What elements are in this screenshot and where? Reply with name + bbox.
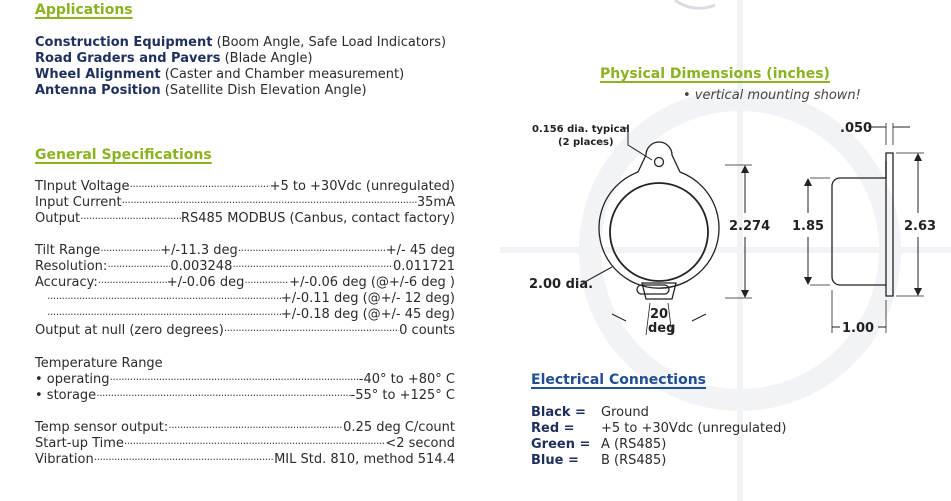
- application-item: Wheel Alignment (Caster and Chamber measurement): [35, 67, 405, 82]
- spec-accuracy-12: ..... +/-0.11 deg (@+/- 12 deg): [35, 291, 455, 307]
- diameter-dimension: 2.00 dia.: [529, 277, 594, 292]
- front-view: [583, 128, 752, 335]
- spec-vibration: Vibration ..... MIL Std. 810, method 514.4: [35, 452, 455, 468]
- application-item: Antenna Position (Satellite Dish Elevation Angle): [35, 83, 367, 98]
- wire-red: Red = +5 to +30Vdc (unregulated): [531, 421, 787, 436]
- applications-heading: Applications: [35, 2, 133, 18]
- height-dimension: 2.274: [729, 219, 771, 234]
- spec-tilt-range: Tilt Range ..... +/-11.3 deg ..... +/- 45 deg: [35, 243, 455, 259]
- flange-dimension: .050: [840, 121, 873, 136]
- spec-temp-operating: • operating ..... -40° to +80° C: [35, 372, 455, 388]
- angle-unit: deg: [648, 321, 676, 336]
- spec-accuracy: Accuracy: ..... +/-0.06 deg ..... +/-0.06 deg (@+/-6 deg ): [35, 275, 455, 291]
- angle-dimension: 20: [650, 307, 669, 322]
- hole-label-places: (2 places): [558, 137, 614, 148]
- body-height-dimension: 1.85: [792, 219, 825, 234]
- spec-output-null: Output at null (zero degrees) ..... 0 counts: [35, 323, 455, 339]
- spec-input-voltage: TInput Voltage ..... +5 to +30Vdc (unregulated): [35, 179, 455, 195]
- application-item: Construction Equipment (Boom Angle, Safe Load Indicators): [35, 35, 447, 50]
- wire-green: Green = A (RS485): [531, 437, 667, 452]
- spec-temp-sensor: Temp sensor output: ..... 0.25 deg C/count: [35, 420, 455, 436]
- temperature-range-title: Temperature Range: [35, 356, 163, 371]
- spec-resolution: Resolution: ..... 0.003248 ..... 0.011721: [35, 259, 455, 275]
- wire-black: Black = Ground: [531, 405, 649, 420]
- total-height-dimension: 2.63: [904, 219, 937, 234]
- spec-accuracy-45: ..... +/-0.18 deg (@+/- 45 deg): [35, 307, 455, 323]
- mounting-note: • vertical mounting shown!: [683, 88, 861, 103]
- spec-input-current: Input Current ..... 35mA: [35, 195, 455, 211]
- physical-dimensions-heading: Physical Dimensions (inches): [600, 66, 830, 82]
- spec-output: Output ..... RS485 MODBUS (Canbus, contact factory): [35, 211, 455, 227]
- application-item: Road Graders and Pavers (Blade Angle): [35, 51, 313, 66]
- spec-startup-time: Start-up Time ..... <2 second: [35, 436, 455, 452]
- depth-dimension: 1.00: [842, 321, 875, 336]
- hole-label: 0.156 dia. typical: [532, 124, 630, 135]
- dimension-drawing: [520, 115, 940, 340]
- electrical-connections-heading: Electrical Connections: [531, 372, 706, 388]
- general-specifications-heading: General Specifications: [35, 147, 212, 163]
- wire-blue: Blue = B (RS485): [531, 453, 667, 468]
- spec-temp-storage: • storage ..... -55° to +125° C: [35, 388, 455, 404]
